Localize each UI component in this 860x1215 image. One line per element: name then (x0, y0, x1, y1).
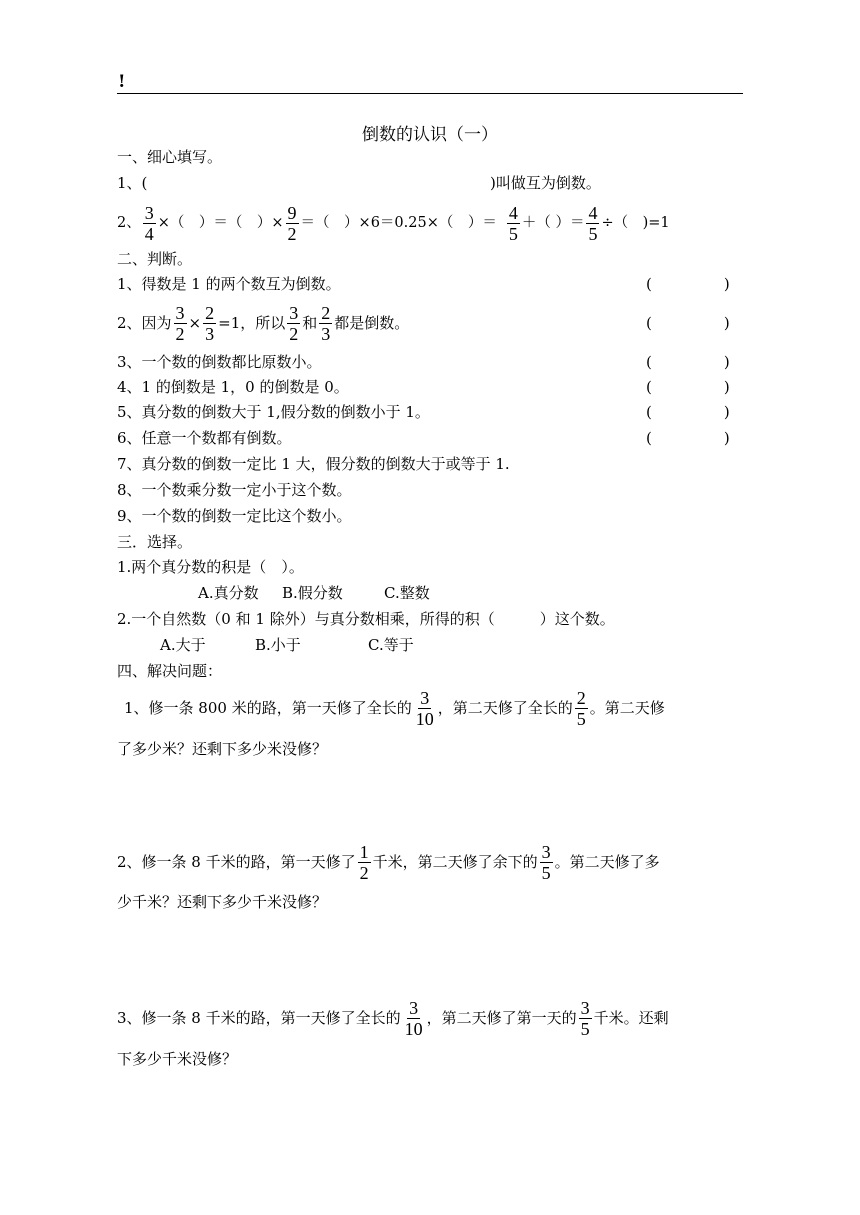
section-3-heading: 三．选择。 (117, 533, 193, 551)
header-mark: ! (118, 72, 126, 92)
judge-2-text-d: 和 (302, 314, 318, 332)
denominator: 4 (144, 223, 154, 244)
fraction (358, 842, 371, 883)
bracket-close: ) (723, 353, 730, 371)
judge-item-6: 6、任意一个数都有倒数。 (117, 429, 292, 447)
problem-2-text-b: 千米，第二天修了余下的 (372, 853, 538, 871)
problem-2-text-c: 。第二天修了多 (554, 853, 660, 871)
bracket-close: ) (723, 314, 730, 332)
problem-3-line-2: 下多少千米没修？ (117, 1050, 238, 1068)
header-rule (117, 93, 743, 94)
choice-q1-option-b[interactable]: B.假分数 (282, 584, 343, 602)
numerator: 3 (580, 997, 590, 1018)
problem-3-text-a: 3、修一条 8 千米的路，第一天修了全长的 (117, 1009, 401, 1027)
judge-item-8: 8、一个数乘分数一定小于这个数。 (117, 481, 352, 499)
problem-3-text-b: ，第二天修了第一天的 (426, 1009, 577, 1027)
judge-item-9: 9、一个数的倒数一定比这个数小。 (117, 507, 352, 525)
bracket-open: ( (646, 378, 652, 396)
choice-q2-option-b[interactable]: B.小于 (255, 636, 301, 654)
choice-q1-option-a[interactable]: A.真分数 (198, 584, 259, 602)
bracket-close: ) (723, 403, 730, 421)
numerator: 4 (588, 202, 598, 223)
fraction (203, 303, 216, 344)
page-title: 倒数的认识（一） (362, 125, 498, 145)
numerator: 2 (321, 302, 331, 323)
answer-bracket[interactable] (646, 378, 730, 396)
denominator: 3 (205, 323, 215, 344)
judge-2-text-a: 2、因为 (117, 314, 172, 332)
denominator: 5 (508, 223, 518, 244)
bracket-open: ( (646, 314, 652, 332)
denominator: 10 (404, 1018, 423, 1039)
numerator: 3 (289, 302, 299, 323)
denominator: 5 (588, 223, 598, 244)
denominator: 2 (287, 223, 297, 244)
s1-q2 (117, 200, 670, 246)
fraction (287, 303, 300, 344)
numerator: 3 (541, 841, 551, 862)
fraction (414, 688, 436, 729)
s1-q2-prefix: 2、 (117, 215, 141, 231)
answer-bracket[interactable] (646, 275, 730, 293)
judge-item-1: 1、得数是 1 的两个数互为倒数。 (117, 275, 341, 293)
fraction (586, 203, 599, 244)
denominator: 5 (580, 1018, 590, 1039)
numerator: 3 (144, 202, 154, 223)
bracket-close: ) (723, 275, 730, 293)
judge-item-4: 4、1 的倒数是 1，0 的倒数是 0。 (117, 378, 349, 396)
numerator: 1 (359, 841, 369, 862)
section-2-heading: 二、判断。 (117, 250, 193, 268)
fraction (174, 303, 187, 344)
bracket-open: ( (646, 275, 652, 293)
numerator: 3 (409, 997, 419, 1018)
problem-1 (124, 685, 665, 731)
problem-3-text-c: 千米。还剩 (593, 1009, 669, 1027)
problem-2-text-a: 2、修一条 8 千米的路，第一天修了 (117, 853, 356, 871)
s1-q2-text4: ÷（ )=1 (601, 215, 670, 231)
answer-bracket[interactable] (646, 353, 730, 371)
s1-q1-left: 1、( (117, 174, 148, 192)
denominator: 3 (321, 323, 331, 344)
judge-2-text-b: × (188, 314, 202, 332)
problem-3 (117, 995, 669, 1041)
choice-q2-option-a[interactable]: A.大于 (160, 636, 206, 654)
judge-item-5: 5、真分数的倒数大于 1,假分数的倒数小于 1。 (117, 403, 430, 421)
section-4-heading: 四、解决问题： (117, 662, 223, 680)
judge-item-7: 7、真分数的倒数一定比 1 大，假分数的倒数大于或等于 1. (117, 455, 510, 473)
numerator: 3 (175, 302, 185, 323)
judge-item-2 (117, 300, 409, 346)
fraction (286, 203, 299, 244)
judge-2-text-c: =1，所以 (218, 314, 286, 332)
problem-1-text-b: ，第二天修了全长的 (437, 699, 573, 717)
bracket-close: ) (723, 429, 730, 447)
problem-2-line-2: 少千米？还剩下多少千米没修？ (117, 893, 328, 911)
numerator: 2 (205, 302, 215, 323)
numerator: 2 (576, 687, 586, 708)
problem-1-line-2: 了多少米？还剩下多少米没修？ (117, 740, 328, 758)
denominator: 5 (576, 708, 586, 729)
bracket-open: ( (646, 353, 652, 371)
choice-q2-option-c[interactable]: C.等于 (368, 636, 414, 654)
denominator: 2 (289, 323, 299, 344)
bracket-open: ( (646, 403, 652, 421)
denominator: 2 (175, 323, 185, 344)
choice-q1-option-c[interactable]: C.整数 (384, 584, 430, 602)
denominator: 10 (415, 708, 434, 729)
numerator: 3 (420, 687, 430, 708)
bracket-close: ) (723, 378, 730, 396)
denominator: 5 (541, 862, 551, 883)
denominator: 2 (359, 862, 369, 883)
section-1-heading: 一、细心填写。 (117, 148, 223, 166)
s1-q2-text1: ×（ ）＝（ ）× (157, 215, 284, 231)
answer-bracket[interactable] (646, 314, 730, 332)
problem-1-text-a: 1、修一条 800 米的路，第一天修了全长的 (124, 699, 412, 717)
choice-q1: 1.两个真分数的积是（ ）。 (117, 558, 304, 576)
bracket-open: ( (646, 429, 652, 447)
answer-bracket[interactable] (646, 403, 730, 421)
fraction (507, 203, 520, 244)
problem-1-text-c: 。第二天修 (589, 699, 665, 717)
fraction (540, 842, 553, 883)
judge-2-text-e: 都是倒数。 (334, 314, 410, 332)
answer-bracket[interactable] (646, 429, 730, 447)
numerator: 9 (287, 202, 297, 223)
fraction (575, 688, 588, 729)
choice-q2: 2.一个自然数（0 和 1 除外）与真分数相乘，所得的积（ ）这个数。 (117, 610, 615, 628)
fraction (579, 998, 592, 1039)
s1-q1-right: )叫做互为倒数。 (490, 174, 601, 192)
fraction (403, 998, 425, 1039)
fraction (143, 203, 156, 244)
problem-2 (117, 839, 660, 885)
s1-q2-text3: ＋（ ）＝ (521, 215, 585, 231)
s1-q2-text2: ＝（ ）×6＝0.25×（ ）＝ (300, 215, 497, 231)
judge-item-3: 3、一个数的倒数都比原数小。 (117, 353, 322, 371)
fraction (319, 303, 332, 344)
numerator: 4 (508, 202, 518, 223)
